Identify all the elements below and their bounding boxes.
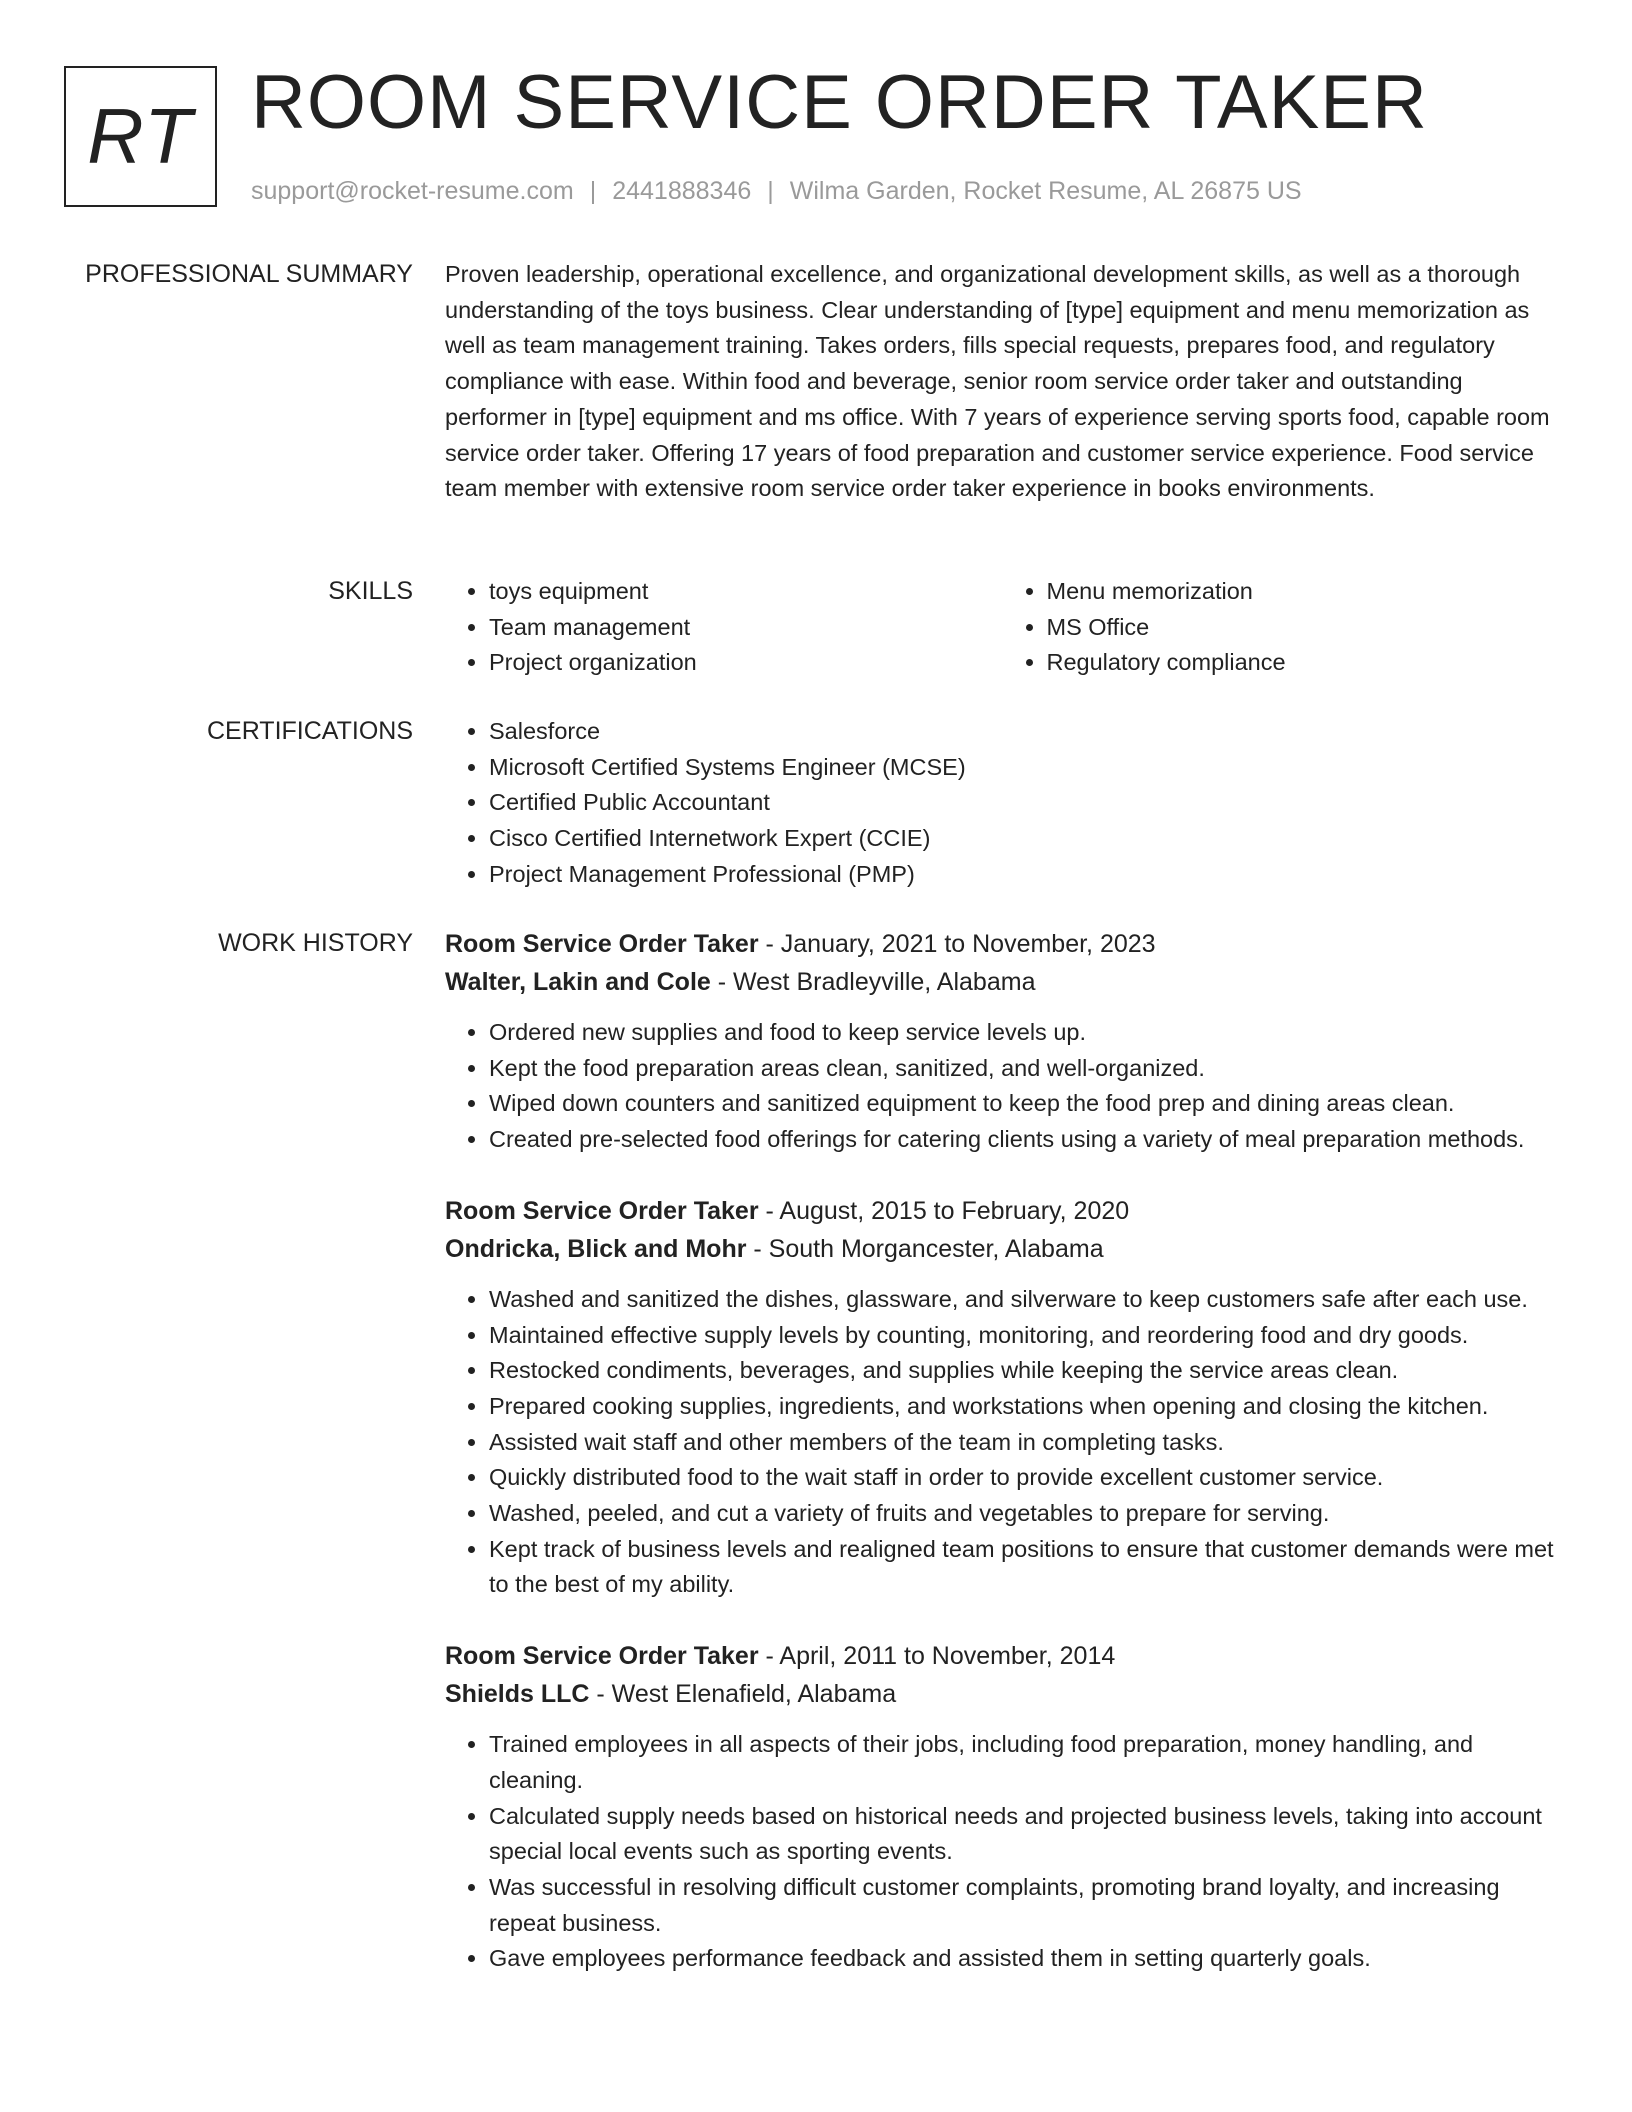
- job-bullet: • Kept track of business levels and realigned team positions to ensure that customer demands were met to the best of my ability.: [489, 1532, 1560, 1603]
- job-title-line: [445, 925, 1560, 963]
- certification-item: • Certified Public Accountant: [489, 785, 1560, 821]
- skill-item: • Team management: [489, 610, 1003, 646]
- job-bullet: • Washed, peeled, and cut a variety of fruits and vegetables to prepare for serving.: [489, 1496, 1560, 1532]
- certification-item: • Project Management Professional (PMP): [489, 857, 1560, 893]
- job-company-line: [445, 1675, 1560, 1713]
- contact-phone: 2441888346: [612, 177, 752, 205]
- summary-text: Proven leadership, operational excellence, and organizational development skills, as well as a thorough understanding of the toys business. Clear understanding of [type] equipment and menu memorization as well as team management training. Takes orders, fills special requests, prepares food, and regulatory compliance with ease. Within food and beverage, senior room service order taker and outstanding performer in [type] equipment and ms office. With 7 years of experience serving sports food, capable room service order taker. Offering 17 years of food preparation and customer service experience. Food service team member with extensive room service order taker experience in books environments.: [445, 261, 1550, 502]
- job-location: - West Elenafield, Alabama: [589, 1680, 897, 1709]
- job-bullet: • Ordered new supplies and food to keep service levels up.: [489, 1015, 1560, 1051]
- job-bullet: • Trained employees in all aspects of their jobs, including food preparation, money handling, and cleaning.: [489, 1727, 1560, 1798]
- certifications-list: [445, 714, 1560, 893]
- job-company-line: [445, 1230, 1560, 1268]
- job-bullet: • Gave employees performance feedback and assisted them in setting quarterly goals.: [489, 1941, 1560, 1977]
- job-title-line: [445, 1192, 1560, 1230]
- job-company: Walter, Lakin and Cole: [445, 968, 711, 996]
- certification-item: • Microsoft Certified Systems Engineer (MCSE): [489, 750, 1560, 786]
- job-bullet: • Wiped down counters and sanitized equipment to keep the food prep and dining areas clean.: [489, 1086, 1560, 1122]
- job-bullets: [445, 1727, 1560, 1977]
- monogram-text: RT: [87, 92, 194, 180]
- job-bullet: • Washed and sanitized the dishes, glassware, and silverware to keep customers safe after each use.: [489, 1282, 1560, 1318]
- work-history-label: WORK HISTORY: [218, 929, 413, 957]
- contact-address: Wilma Garden, Rocket Resume, AL 26875 US: [789, 177, 1302, 205]
- job-bullet: • Assisted wait staff and other members of the team in completing tasks.: [489, 1425, 1560, 1461]
- job-company-line: [445, 963, 1560, 1001]
- job-entry: [445, 1637, 1560, 1977]
- job-title-line: [445, 1637, 1560, 1675]
- job-bullet: • Restocked condiments, beverages, and supplies while keeping the service areas clean.: [489, 1353, 1560, 1389]
- contact-separator: |: [589, 177, 597, 205]
- job-bullet: • Created pre-selected food offerings for catering clients using a variety of meal preparation methods.: [489, 1122, 1560, 1158]
- skill-item: • MS Office: [1047, 610, 1561, 646]
- job-bullets: [445, 1015, 1560, 1158]
- contact-email: support@rocket-resume.com: [251, 177, 574, 205]
- monogram-logo: [64, 66, 217, 207]
- job-dates: - April, 2011 to November, 2014: [758, 1642, 1116, 1671]
- job-entry: [445, 925, 1560, 1158]
- certifications-label: CERTIFICATIONS: [206, 717, 413, 745]
- job-bullet: • Prepared cooking supplies, ingredients, and workstations when opening and closing the kitchen.: [489, 1389, 1560, 1425]
- skill-item: • Regulatory compliance: [1047, 645, 1561, 681]
- job-company: Shields LLC: [445, 1680, 590, 1709]
- resume-title: ROOM SERVICE ORDER TAKER: [251, 60, 1428, 145]
- job-entry: [445, 1192, 1560, 1603]
- job-bullet: • Kept the food preparation areas clean, sanitized, and well-organized.: [489, 1051, 1560, 1087]
- skill-item: • Menu memorization: [1047, 574, 1561, 610]
- job-title: Room Service Order Taker: [445, 1196, 759, 1225]
- skill-item: • toys equipment: [489, 574, 1003, 610]
- summary-label: PROFESSIONAL SUMMARY: [85, 260, 413, 288]
- skills-list-left: [445, 574, 1003, 681]
- job-location: - South Morgancester, Alabama: [746, 1234, 1104, 1263]
- job-bullet: • Was successful in resolving difficult customer complaints, promoting brand loyalty, and increasing repeat business.: [489, 1870, 1560, 1941]
- job-company: Ondricka, Blick and Mohr: [445, 1234, 747, 1263]
- job-bullet: • Quickly distributed food to the wait staff in order to provide excellent customer service.: [489, 1460, 1560, 1496]
- job-bullet: • Maintained effective supply levels by counting, monitoring, and reordering food and dry goods.: [489, 1318, 1560, 1354]
- certification-item: • Cisco Certified Internetwork Expert (CCIE): [489, 821, 1560, 857]
- job-dates: - August, 2015 to February, 2020: [758, 1196, 1130, 1225]
- job-dates: - January, 2021 to November, 2023: [758, 930, 1156, 958]
- job-bullets: [445, 1282, 1560, 1603]
- skills-label: SKILLS: [328, 577, 413, 605]
- job-title: Room Service Order Taker: [445, 930, 759, 958]
- contact-separator: |: [767, 177, 774, 205]
- job-title: Room Service Order Taker: [445, 1642, 759, 1671]
- job-location: - West Bradleyville, Alabama: [710, 968, 1036, 996]
- contact-line: [251, 174, 1302, 208]
- skill-item: • Project organization: [489, 645, 1003, 681]
- certification-item: • Salesforce: [489, 714, 1560, 750]
- skills-list-right: [1003, 574, 1561, 681]
- job-bullet: • Calculated supply needs based on historical needs and projected business levels, taking into account special local events such as sporting events.: [489, 1799, 1560, 1870]
